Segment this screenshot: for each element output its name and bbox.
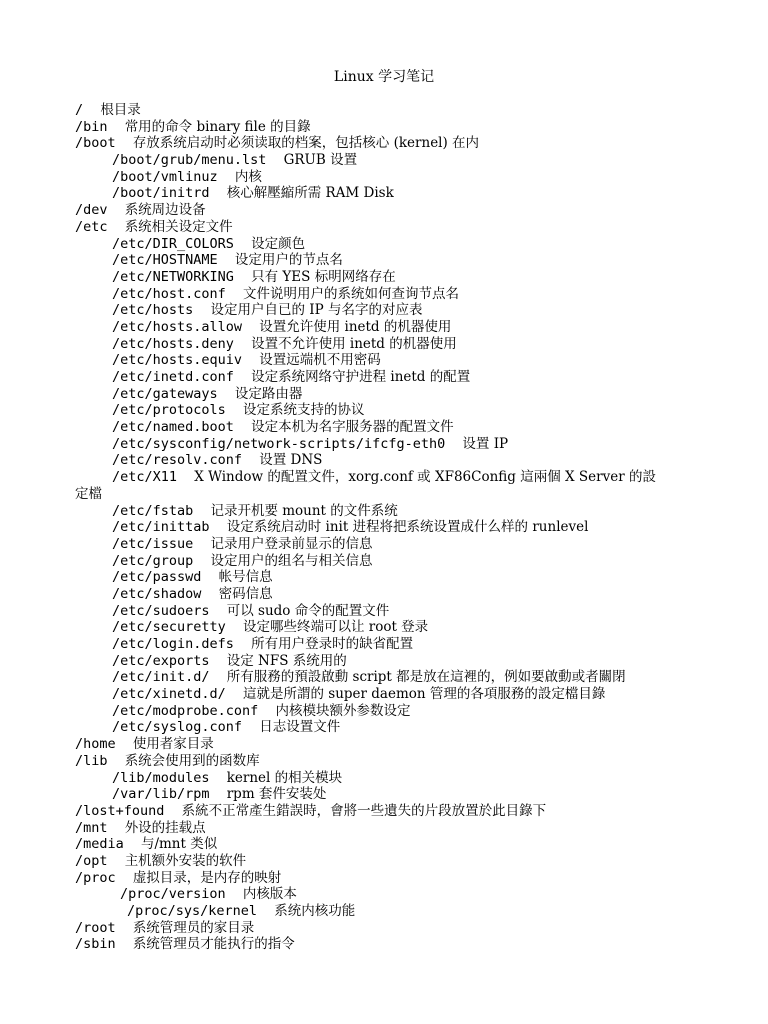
directory-description: 所有用户登录时的缺省配置 <box>251 636 414 652</box>
directory-entry <box>0 836 768 853</box>
directory-description: 设定本机为名字服务器的配置文件 <box>251 419 454 436</box>
directory-description: kernel 的相关模块 <box>226 769 343 786</box>
directory-path: / <box>75 102 84 118</box>
directory-path: /etc/group <box>112 552 194 569</box>
directory-path: /etc/gateways <box>112 385 218 402</box>
directory-path: /etc/sysconfig/network-scripts/ifcfg-eth0 <box>112 435 446 452</box>
directory-entry <box>0 352 768 369</box>
directory-description: 设置 DNS <box>259 452 323 469</box>
directory-path: /boot/vmlinuz <box>112 168 218 185</box>
directory-path: /etc/hosts.allow <box>112 318 243 335</box>
directory-path: /home <box>75 736 116 753</box>
directory-entry <box>0 636 768 653</box>
separator <box>242 452 259 468</box>
directory-description: 根目录 <box>100 102 141 118</box>
separator <box>177 469 194 485</box>
separator <box>108 119 125 135</box>
separator <box>234 369 251 385</box>
separator <box>108 202 125 218</box>
directory-entry <box>0 519 768 536</box>
directory-path: /etc/X11 <box>112 469 178 486</box>
directory-path: /boot <box>75 135 116 152</box>
directory-description: 设定 NFS 系统用的 <box>226 652 347 669</box>
directory-description: 设定颜色 <box>251 235 306 252</box>
directory-path: /etc/hosts.equiv <box>112 352 243 369</box>
separator <box>226 619 243 635</box>
directory-description: 日志设置文件 <box>259 719 341 736</box>
separator <box>116 736 133 752</box>
separator <box>218 169 235 185</box>
directory-path: /etc/sudoers <box>112 602 210 619</box>
separator <box>210 786 227 802</box>
separator <box>193 536 210 552</box>
directory-description: 虚拟目录，是内存的映射 <box>132 869 282 886</box>
separator <box>193 302 210 318</box>
directory-path: /etc/inetd.conf <box>112 369 234 385</box>
directory-path: /etc/exports <box>112 652 210 669</box>
directory-entry <box>0 686 768 703</box>
directory-path: /etc/hosts.deny <box>112 335 234 352</box>
directory-description: 设定路由器 <box>234 385 303 402</box>
separator <box>226 402 243 418</box>
directory-entry <box>0 219 768 236</box>
directory-description: 使用者家目录 <box>132 736 214 753</box>
directory-entry <box>0 436 768 453</box>
directory-path: /dev <box>75 202 108 219</box>
separator <box>210 669 227 685</box>
directory-description: rpm 套件安装处 <box>226 786 327 803</box>
directory-path: /etc/modprobe.conf <box>112 702 259 719</box>
directory-path: /lib <box>75 752 108 769</box>
directory-entry <box>0 185 768 202</box>
directory-path: /etc/issue <box>112 535 194 552</box>
directory-path: /etc <box>75 218 108 235</box>
directory-description: 系统相关设定文件 <box>124 218 233 235</box>
directory-description: 设置不允许使用 inetd 的机器使用 <box>251 335 457 352</box>
directory-entry <box>0 669 768 686</box>
directory-description: 主机额外安装的软件 <box>124 852 247 869</box>
directory-path: /lib/modules <box>112 769 210 786</box>
directory-path: /etc/securetty <box>112 619 226 636</box>
separator <box>116 135 133 151</box>
directory-entry <box>0 286 768 303</box>
directory-path: /lost+found <box>75 802 165 819</box>
directory-description: 设定哪些终端可以让 root 登录 <box>242 619 429 636</box>
directory-entry <box>0 269 768 286</box>
directory-description: 密码信息 <box>218 585 273 602</box>
separator <box>116 936 133 952</box>
separator <box>210 185 227 201</box>
separator <box>164 803 181 819</box>
directory-entry <box>0 452 768 469</box>
directory-path: /etc/protocols <box>112 402 226 419</box>
separator <box>108 753 125 769</box>
separator <box>218 386 235 402</box>
directory-description: 存放系统启动时必须读取的档案，包括核心 (kernel) 在内 <box>132 135 480 152</box>
directory-description: GRUB 设置 <box>283 152 358 169</box>
directory-entry <box>0 603 768 620</box>
directory-path: /etc/HOSTNAME <box>112 252 218 269</box>
directory-description: 只有 YES 标明网络存在 <box>251 268 396 285</box>
directory-path: /boot/initrd <box>112 185 210 202</box>
directory-description: 系統不正常產生錯誤時，會將一些遺失的片段放置於此目錄下 <box>181 802 547 819</box>
separator <box>210 770 227 786</box>
directory-description: 记录用户登录前显示的信息 <box>210 535 373 552</box>
directory-entry <box>0 786 768 803</box>
directory-path: /etc/DIR_COLORS <box>112 235 234 252</box>
directory-path: /etc/xinetd.d/ <box>112 686 226 703</box>
separator <box>210 653 227 669</box>
directory-description: 核心解壓縮所需 RAM Disk <box>226 185 394 202</box>
directory-description: 内核模块额外参数设定 <box>275 702 411 719</box>
directory-path: /proc/version <box>120 886 226 903</box>
directory-path: /proc/sys/kernel <box>127 903 258 919</box>
directory-description: 内核版本 <box>242 886 297 903</box>
separator <box>116 870 133 886</box>
directory-path: /etc/NETWORKING <box>112 268 234 285</box>
directory-description: 系统管理员才能执行的指令 <box>132 936 295 953</box>
directory-entry <box>0 619 768 636</box>
directory-path: /root <box>75 919 116 936</box>
directory-entry <box>0 319 768 336</box>
directory-entry <box>0 402 768 419</box>
directory-path: /etc/syslog.conf <box>112 719 243 736</box>
directory-entry <box>0 369 768 386</box>
directory-description: 记录开机要 mount 的文件系统 <box>210 502 398 519</box>
directory-entry <box>0 920 768 937</box>
directory-path: /etc/passwd <box>112 569 202 586</box>
directory-description: 所有服務的預設啟動 script 都是放在這裡的，例如要啟動或者關閉 <box>226 669 626 686</box>
directory-description: 這就是所謂的 super daemon 管理的各項服務的設定檔目錄 <box>242 686 606 703</box>
separator <box>201 586 218 602</box>
directory-description: 系统会使用到的函数库 <box>124 752 260 769</box>
directory-description: 设定用户的组名与相关信息 <box>210 552 373 569</box>
separator <box>266 152 283 168</box>
separator <box>234 336 251 352</box>
directory-description: 系统管理员的家目录 <box>132 919 255 936</box>
directory-path: /media <box>75 836 124 853</box>
directory-description: 设定系统启动时 init 进程将把系统设置成什么样的 runlevel <box>226 519 589 536</box>
directory-entry <box>0 152 768 169</box>
directory-entry <box>0 386 768 403</box>
directory-description: 设定用户的节点名 <box>234 252 343 269</box>
directory-description: 外设的挂载点 <box>124 819 206 836</box>
document-title: Linux 学习笔记 <box>333 69 435 85</box>
directory-entry <box>0 419 768 436</box>
directory-description: 文件说明用户的系统如何查询节点名 <box>242 285 459 302</box>
directory-path: /proc <box>75 869 116 886</box>
directory-entry <box>0 169 768 186</box>
separator <box>218 252 235 268</box>
separator <box>201 569 218 585</box>
separator <box>234 636 251 652</box>
directory-description: 设定系统网络守护进程 inetd 的配置 <box>251 369 471 385</box>
directory-entry <box>0 770 768 787</box>
directory-path: /etc/named.boot <box>112 419 234 436</box>
directory-description: 系统周边设备 <box>124 202 206 219</box>
directory-entry <box>0 936 768 953</box>
directory-entry <box>0 236 768 253</box>
directory-description: 设置远端机不用密码 <box>259 352 381 369</box>
directory-entry <box>0 870 768 887</box>
directory-description: 设置允许使用 inetd 的机器使用 <box>259 318 452 335</box>
separator <box>242 319 259 335</box>
directory-path: /etc/shadow <box>112 585 202 602</box>
directory-path: /etc/fstab <box>112 502 194 519</box>
separator <box>226 886 243 902</box>
separator <box>193 553 210 569</box>
separator <box>116 920 133 936</box>
directory-entry <box>0 653 768 670</box>
separator <box>257 903 274 919</box>
directory-entry <box>0 853 768 870</box>
directory-entry <box>0 553 768 570</box>
directory-path: /etc/resolv.conf <box>112 452 243 469</box>
separator <box>210 519 227 535</box>
separator <box>234 419 251 435</box>
directory-entry <box>0 469 768 486</box>
directory-list <box>0 102 768 953</box>
directory-entry <box>0 803 768 820</box>
directory-entry <box>0 119 768 136</box>
separator <box>108 219 125 235</box>
directory-description: 常用的命令 binary file 的目錄 <box>124 118 311 135</box>
directory-description: X Window 的配置文件，xorg.conf 或 XF86Config 這兩個 X Server 的設 <box>194 469 656 486</box>
directory-entry <box>0 135 768 152</box>
separator <box>83 102 100 118</box>
separator <box>108 820 125 836</box>
separator <box>226 286 243 302</box>
directory-entry <box>0 820 768 837</box>
directory-entry <box>0 102 768 119</box>
directory-path: /etc/host.conf <box>112 285 226 302</box>
directory-path: /boot/grub/menu.lst <box>112 152 267 169</box>
separator <box>258 703 275 719</box>
separator <box>445 436 462 452</box>
separator <box>210 603 227 619</box>
separator <box>108 853 125 869</box>
directory-description: 可以 sudo 命令的配置文件 <box>226 602 390 619</box>
directory-entry <box>0 586 768 603</box>
directory-path: /mnt <box>75 819 108 836</box>
directory-entry <box>0 302 768 319</box>
directory-description: 设定系统支持的协议 <box>242 402 365 419</box>
directory-description: 帐号信息 <box>218 569 273 586</box>
separator <box>242 352 259 368</box>
directory-path: /var/lib/rpm <box>112 786 210 803</box>
separator <box>234 269 251 285</box>
directory-entry <box>0 753 768 770</box>
directory-path: /etc/login.defs <box>112 636 234 652</box>
directory-entry <box>0 503 768 520</box>
separator <box>193 503 210 519</box>
directory-entry <box>0 886 768 903</box>
directory-description: 系统内核功能 <box>274 903 356 919</box>
directory-entry <box>0 719 768 736</box>
directory-entry <box>0 486 768 503</box>
directory-path: /bin <box>75 118 108 135</box>
directory-entry <box>0 536 768 553</box>
directory-description: 设置 IP <box>462 435 509 452</box>
directory-entry <box>0 336 768 353</box>
separator <box>234 236 251 252</box>
directory-description: 定檔 <box>75 485 102 502</box>
directory-entry <box>0 736 768 753</box>
directory-entry <box>0 252 768 269</box>
separator <box>242 719 259 735</box>
directory-description: 与/mnt 类似 <box>140 836 218 853</box>
directory-description: 设定用户自已的 IP 与名字的对应表 <box>210 302 423 319</box>
directory-path: /sbin <box>75 936 116 953</box>
directory-description: 内核 <box>234 168 262 185</box>
separator <box>226 686 243 702</box>
directory-path: /etc/init.d/ <box>112 669 210 686</box>
directory-entry <box>0 569 768 586</box>
directory-path: /etc/inittab <box>112 519 210 536</box>
directory-entry <box>0 202 768 219</box>
directory-path: /etc/hosts <box>112 302 194 319</box>
separator <box>124 836 141 852</box>
directory-entry <box>0 903 768 920</box>
directory-path: /opt <box>75 852 108 869</box>
directory-entry <box>0 703 768 720</box>
